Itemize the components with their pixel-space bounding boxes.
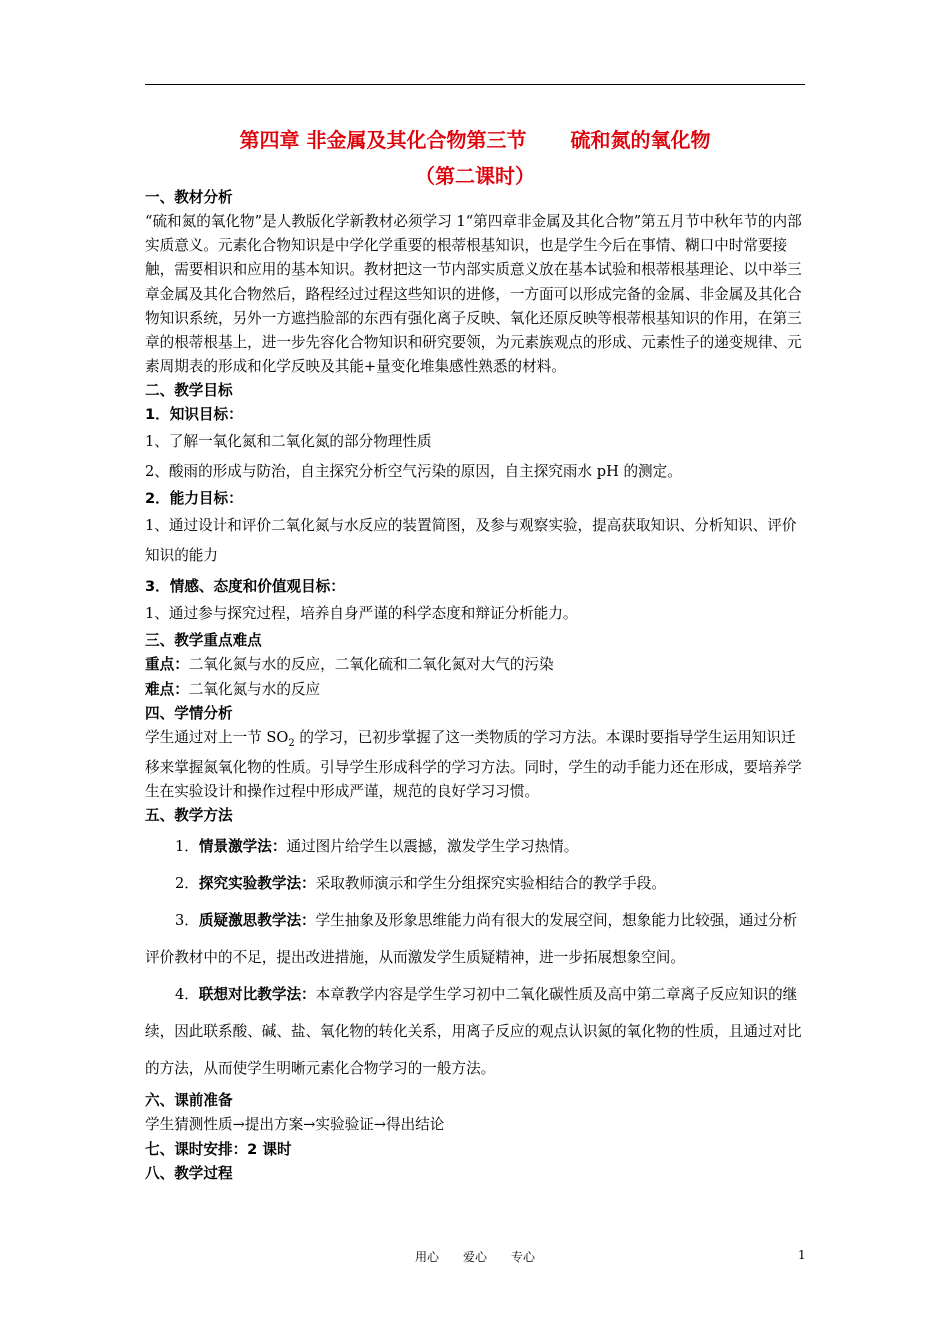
heading-student-analysis: 四、学情分析 <box>145 704 233 722</box>
key-point-label: 重点： <box>145 656 189 674</box>
method-1-number: 1． <box>175 838 199 856</box>
method-2-number: 2． <box>175 875 199 893</box>
method-3 <box>145 902 807 976</box>
textbook-analysis-text: “硫和氮的氧化物”是人教版化学新教材必须学习 1“第四章非金属及其化合物”第五月节中秋年节的内部实质意义。元素化合物知识是中学化学重要的根蒂根基知识，也是学生今后在事情、糊口中时常要接触，需要相识和应用的基本知识。教材把这一节内部实质意义放在基本试验和根蒂根基理论、以中举三章金属及其化合物然后，路程经过过程这些知识的进修，一方面可以形成完备的金属、非金属及其化合物知识系统，另外一方遮挡脸部的东西有强化离子反映、氧化还原反映等根蒂根基知识的作用，在第三章的根蒂根基上，进一步先容化合物知识和研究要领，为元素族观点的形成、元素性子的递变规律、元素周期表的形成和化学反映及其能+量变化堆集感性熟悉的材料。 <box>145 213 802 376</box>
page-footer <box>0 1248 950 1265</box>
key-point-text: 二氧化氮与水的反应，二氧化硫和二氧化氮对大气的污染 <box>188 656 554 674</box>
footer-word-1: 用心 <box>414 1250 439 1264</box>
difficult-point <box>145 678 807 702</box>
method-4-label: 联想对比教学法： <box>198 986 316 1004</box>
student-analysis-part-b: 的学习，已初步掌握了这一类物质的学习方法。本课时要指导学生运用知识迁移来掌握氮氧化物的性质。引导学生形成科学的学习方法。同时，学生的动手能力还在形成，要培养学生在实验设计和操作过程中形成严谨，规范的良好学习习惯。 <box>145 728 802 801</box>
key-point <box>145 653 807 677</box>
student-analysis-part-a: 学生通过对上一节 SO <box>145 728 289 746</box>
heading-class-hours: 七、课时安排：2 课时 <box>145 1140 292 1158</box>
knowledge-goal-1: 1、了解一氧化氮和二氧化氮的部分物理性质 <box>145 433 432 451</box>
student-analysis-text <box>145 726 807 805</box>
emotion-goal-1: 1、通过参与探究过程，培养自身严谨的科学态度和辩证分析能力。 <box>145 605 578 623</box>
footer-word-3: 专心 <box>511 1250 536 1264</box>
heading-emotion-goals: 3．情感、态度和价值观目标： <box>145 578 345 596</box>
preparation-text: 学生猜测性质→提出方案→实验验证→得出结论 <box>145 1116 445 1134</box>
method-2 <box>145 865 807 902</box>
method-2-label: 探究实验教学法： <box>198 875 316 893</box>
footer-word-2: 爱心 <box>462 1250 487 1264</box>
heading-key-points: 三、教学重点难点 <box>145 632 262 650</box>
method-3-number: 3． <box>175 912 199 930</box>
heading-ability-goals: 2．能力目标： <box>145 490 243 508</box>
page-number: 1 <box>798 1248 806 1262</box>
document-subtitle: （第二课时） <box>415 164 535 188</box>
title-topic: 硫和氮的氧化物 <box>570 128 711 152</box>
knowledge-goal-2: 2、酸雨的形成与防治，自主探究分析空气污染的原因，自主探究雨水 pH 的测定。 <box>145 463 682 481</box>
document-body <box>145 186 807 1186</box>
heading-preparation: 六、课前准备 <box>145 1092 233 1110</box>
header-rule <box>145 84 805 85</box>
method-1 <box>145 828 807 865</box>
heading-teaching-methods: 五、教学方法 <box>145 807 233 825</box>
method-1-label: 情景激学法： <box>198 838 287 856</box>
method-3-label: 质疑激思教学法： <box>198 912 316 930</box>
heading-textbook-analysis: 一、教材分析 <box>145 189 233 206</box>
document-title <box>0 124 950 153</box>
method-3-text: 学生抽象及形象思维能力尚有很大的发展空间，想象能力比较强，通过分析评价教材中的不足，提出改进措施，从而激发学生质疑精神，进一步拓展想象空间。 <box>145 912 798 967</box>
method-1-text: 通过图片给学生以震撼，激发学生学习热情。 <box>286 838 579 856</box>
ability-goal-1: 1、通过设计和评价二氧化氮与水反应的装置简图，及参与观察实验，提高获取知识、分析知识、评价知识的能力 <box>145 517 797 565</box>
heading-teaching-process: 八、教学过程 <box>145 1164 233 1182</box>
method-4 <box>145 976 807 1087</box>
heading-teaching-goals: 二、教学目标 <box>145 382 233 400</box>
so2-subscript: 2 <box>288 737 295 749</box>
heading-knowledge-goals: 1．知识目标： <box>145 406 243 424</box>
title-chapter: 第四章 非金属及其化合物第三节 <box>239 128 527 152</box>
difficult-point-text: 二氧化氮与水的反应 <box>188 680 321 698</box>
difficult-point-label: 难点： <box>145 680 189 698</box>
method-4-number: 4． <box>175 986 199 1004</box>
method-2-text: 采取教师演示和学生分组探究实验相结合的教学手段。 <box>315 875 666 893</box>
method-4-text: 本章教学内容是学生学习初中二氧化碳性质及高中第二章离子反应知识的继续，因此联系酸、碱、盐、氧化物的转化关系，用离子反应的观点认识氮的氧化物的性质，且通过对比的方法，从而使学生明晰元素化合物学习的一般方法。 <box>145 986 802 1078</box>
